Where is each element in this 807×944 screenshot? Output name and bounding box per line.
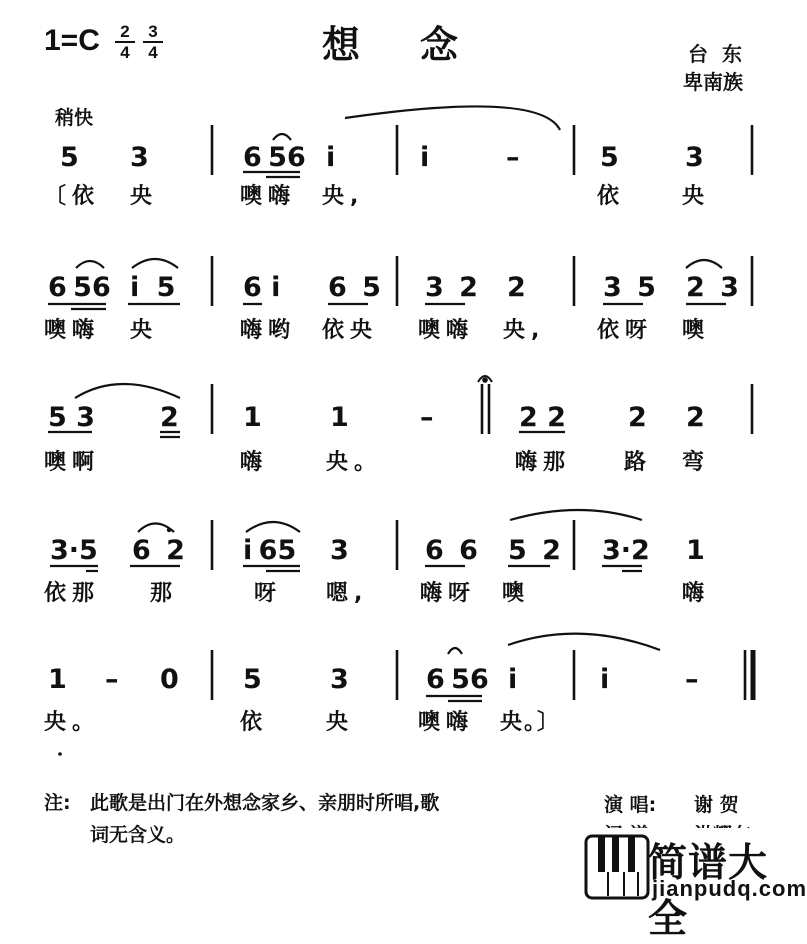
- lyric: 央,: [322, 184, 365, 209]
- note: 3 5: [603, 272, 656, 303]
- watermark-site-url: jianpudq.com: [652, 876, 807, 901]
- lyric: 嗨那: [515, 450, 572, 475]
- note: i: [600, 664, 610, 695]
- lyric: 噢: [502, 581, 531, 606]
- lyric: 噢啊: [44, 450, 101, 475]
- lyric: 央,: [503, 318, 546, 343]
- lyric: 嗨: [682, 581, 711, 606]
- dash: –: [506, 142, 520, 173]
- note: i 65: [243, 535, 297, 566]
- lyric: 央。: [326, 450, 383, 475]
- key-signature: 1=C: [44, 24, 100, 57]
- note: 6 56: [48, 272, 111, 303]
- origin-ethnic-group: 卑南族: [683, 70, 743, 94]
- time-signature-3-4: 3 4: [142, 22, 164, 62]
- lyric: 央: [130, 184, 159, 209]
- lyric: 嗨: [240, 450, 269, 475]
- lyric: 弯: [682, 450, 711, 475]
- piano-keys-icon: [584, 834, 654, 904]
- note-line-2: 词无含义。: [90, 824, 186, 846]
- lyric: 依那: [44, 581, 101, 606]
- lyric: 依央: [322, 318, 379, 343]
- song-title: 想念: [322, 23, 519, 67]
- note: 2: [507, 272, 526, 303]
- time-signature-2-4: 2 4: [114, 22, 136, 62]
- lyric: 〔依: [44, 184, 101, 209]
- note: 5: [600, 142, 619, 173]
- fermata: [478, 376, 492, 382]
- note-label: 注:: [44, 792, 71, 814]
- lyric: 依: [240, 710, 269, 735]
- note: 5: [60, 142, 79, 173]
- lyric: 噢嗨: [44, 318, 101, 343]
- note: 6 2: [132, 535, 185, 566]
- note: 1: [48, 664, 67, 695]
- lyric: 央: [682, 184, 711, 209]
- lyric: 路: [624, 450, 653, 475]
- note: 2: [160, 402, 179, 433]
- note: 3 2: [425, 272, 478, 303]
- note: 3: [330, 535, 349, 566]
- note: 6 56: [243, 142, 306, 173]
- singer-name: 谢 贺: [694, 794, 739, 816]
- lyric: 那: [150, 581, 179, 606]
- octave-dots: [167, 528, 171, 532]
- note: 2: [628, 402, 647, 433]
- rest: 0: [160, 664, 179, 695]
- dash: –: [420, 402, 434, 433]
- lyric: 噢嗨: [240, 184, 297, 209]
- note: 3·2: [602, 535, 650, 566]
- lyric: 噢嗨: [418, 318, 475, 343]
- lyric: 央: [130, 318, 159, 343]
- lyric: 依呀: [597, 318, 654, 343]
- lyric: 依: [597, 184, 626, 209]
- note: 1: [330, 402, 349, 433]
- lyric: 央。〕: [500, 710, 562, 735]
- note: 5: [243, 664, 262, 695]
- dash: –: [105, 664, 119, 695]
- note: 2: [686, 402, 705, 433]
- origin-region: 台东: [688, 42, 756, 66]
- note: 2 2: [519, 402, 566, 433]
- note: 3: [130, 142, 149, 173]
- lyric: 央: [326, 710, 355, 735]
- note: 3·5: [50, 535, 98, 566]
- note: 1: [686, 535, 705, 566]
- note: 6 5: [328, 272, 381, 303]
- lyric: 嗨哟: [240, 318, 297, 343]
- dot-mark: [58, 752, 62, 756]
- dash: –: [685, 664, 699, 695]
- lyric: 噢: [682, 318, 711, 343]
- note: 5 2: [508, 535, 561, 566]
- note: 6 i: [243, 272, 281, 303]
- note: i: [508, 664, 518, 695]
- note: 1: [243, 402, 262, 433]
- barlines: [212, 125, 753, 700]
- note: 3: [685, 142, 704, 173]
- lyric: 噢嗨: [418, 710, 475, 735]
- lyric: 嗨呀: [420, 581, 477, 606]
- tempo-marking: 稍快: [55, 107, 94, 129]
- note: 5 3: [48, 402, 95, 433]
- beams: [48, 172, 726, 701]
- note: 6 6: [425, 535, 478, 566]
- singer-label: 演 唱:: [604, 794, 657, 816]
- watermark-site-name: 简谱大全: [648, 841, 769, 942]
- note: 3: [330, 664, 349, 695]
- note: 6 56: [426, 664, 489, 695]
- note: i 5: [130, 272, 176, 303]
- lyric: 呀: [254, 581, 283, 606]
- note: i: [326, 142, 336, 173]
- note: 2 3: [686, 272, 739, 303]
- note-line-1: 此歌是出门在外想念家乡、亲朋时所唱,歌: [90, 792, 440, 814]
- lyric: 央。: [44, 710, 101, 735]
- note: i: [420, 142, 430, 173]
- lyric: 嗯,: [326, 581, 369, 606]
